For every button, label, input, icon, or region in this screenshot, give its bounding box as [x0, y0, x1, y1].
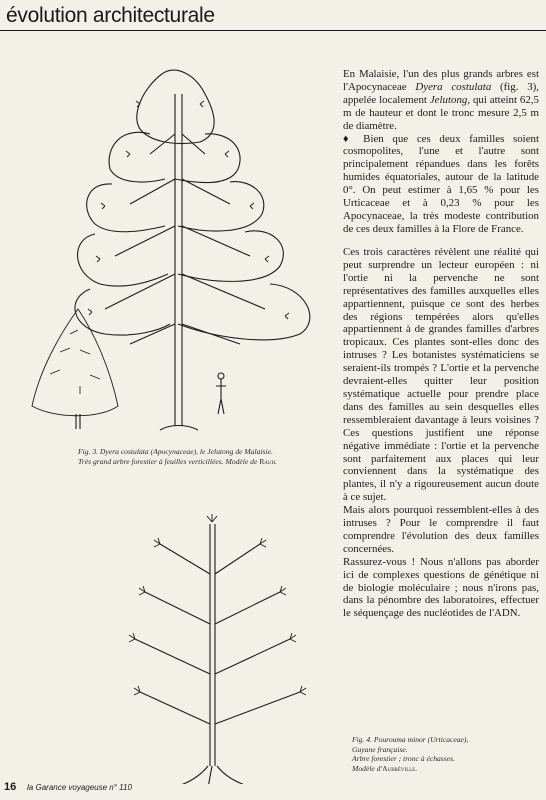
magazine-name: la Garance voyageuse n° 110 [27, 783, 132, 792]
body-paragraph-2: Ces trois caractères révèlent une réalité qui peut surprendre un lecteur européen : ni l'ortie ni la pervenche ne sont représentatives des familles auxquelles elles appartiennent, puisque ce sont des herbes des régions tempérées alors qu'elles appartiennent à de grandes familles d'arbres tropicaux. Ces plantes sont-elles donc des intruses ? Les botanistes systématiciens se seraient-ils trompés ? L'ortie et la pervenche devraient-elles quitter leur position systématique actuelle pour prendre place dans des familles au sein desquelles elles ressembleraient davantage à leurs voisines ? Ces questions justifient une réponse négative immédiate : l'ortie et la pervenche sont parfaitement aux places qui leur conviennent dans la systématique des plantes, il n'y a rigoureusement aucun doute à ce sujet. Mais alors pourquoi ressemblent-elles à des intruses ? Pour le comprendre il faut comprendre l'évolution des deux familles concernées. Rassurez-vous ! Nous n'allons pas aborder ici de complexes questions de génétique ni de biologie moléculaire ; nous n'irons pas, dans la pénombre des laboratoires, effectuer le séquençage des nucléotides de l'ADN. [343, 246, 539, 620]
fig4-caption: Fig. 4. Pourouma minor (Urticaceae), Guyane française. Arbre forestier ; tronc à échasses. Modèle d'Aubréville. [352, 735, 469, 773]
fig4-illustration [100, 504, 350, 784]
page-footer [4, 781, 132, 793]
page-number: 16 [4, 781, 17, 793]
fig3-illustration [0, 34, 330, 474]
header-rule [0, 30, 546, 31]
fig3-caption: Fig. 3. Dyera costulata (Apocynaceae), le Jelutong de Malaisie. Très grand arbre forestier à feuilles verticillées. Modèle de Rauh. [78, 447, 278, 466]
body-paragraph-1: En Malaisie, l'un des plus grands arbres est l'Apocynaceae Dyera costulata (fig. 3), appelée localement Jelutong, qui atteint 62,5 m de hauteur et dont le tronc mesure 2,5 m de diamètre. ♦ Bien que ces deux familles soient cosmopolites, l'une et l'autre sont principalement répandues dans les forêts humides équatoriales, autour de la latitude 0°. On peut estimer à 1,65 % pour les Urticaceae et à 0,23 % pour les Apocynaceae, la très modeste contribution de ces deux familles à la Flore de France. [343, 68, 539, 235]
page-header-title: évolution architecturale [6, 4, 215, 27]
